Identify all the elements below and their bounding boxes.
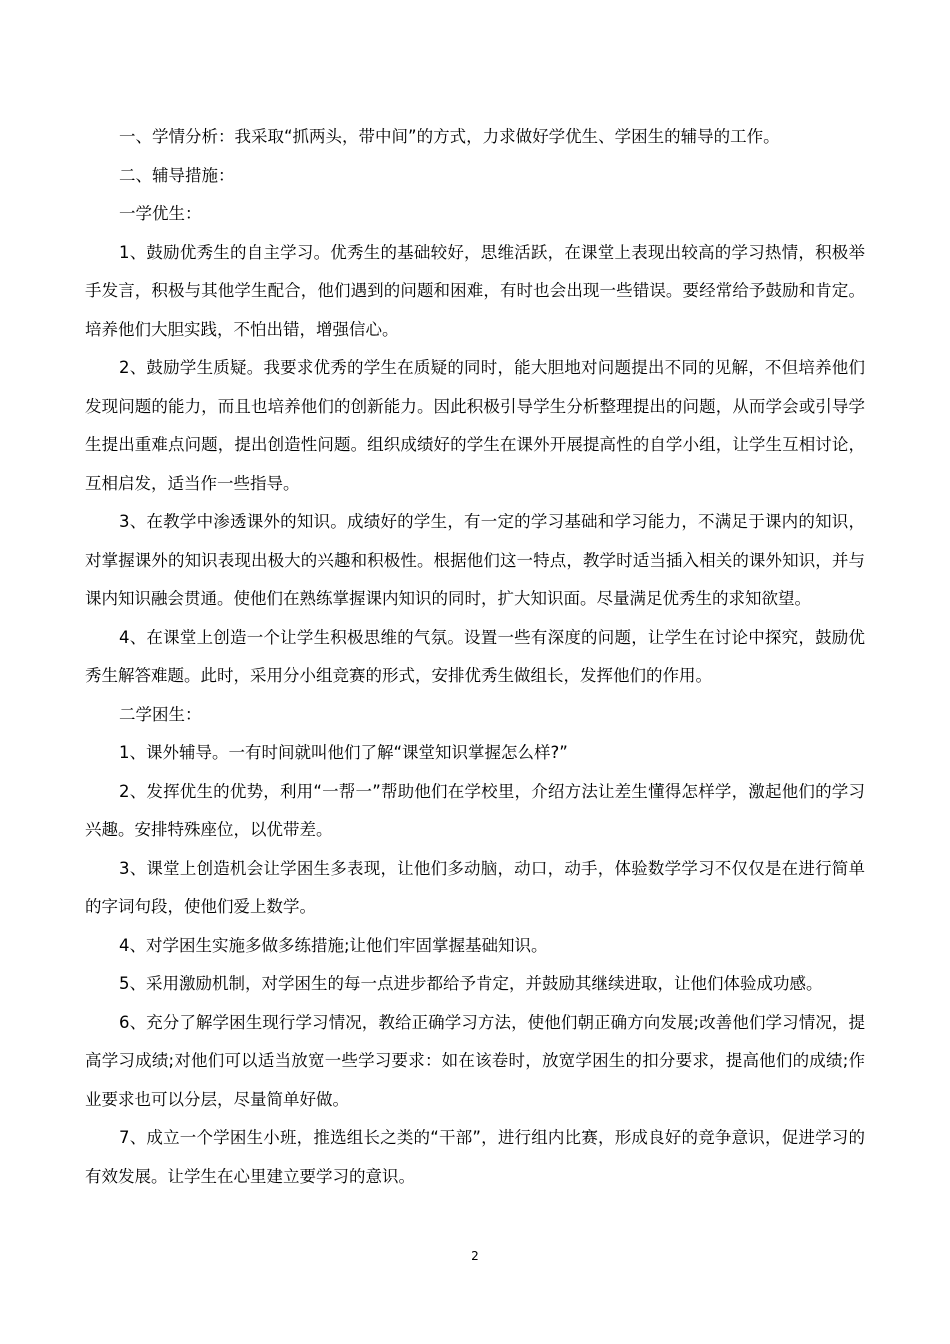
paragraph-top-item-4: 4、在课堂上创造一个让学生积极思维的气氛。设置一些有深度的问题，让学生在讨论中探究，鼓励优秀生解答难题。此时，采用分小组竞赛的形式，安排优秀生做组长，发挥他们的作用。 [85, 627, 865, 685]
paragraph-struggling-item-2: 2、发挥优生的优势，利用“一帮一”帮助他们在学校里，介绍方法让差生懂得怎样学，激起他们的学习兴趣。安排特殊座位，以优带差。 [85, 781, 865, 839]
page-number: 2 [471, 1249, 479, 1263]
paragraph-top-item-1: 1、鼓励优秀生的自主学习。优秀生的基础较好，思维活跃，在课堂上表现出较高的学习热情，积极举手发言，积极与其他学生配合，他们遇到的问题和困难，有时也会出现一些错误。要经常给予鼓励和肯定。培养他们大胆实践，不怕出错，增强信心。 [85, 242, 865, 339]
paragraph-top-students-heading: 一学优生： [119, 204, 202, 223]
paragraph-struggling-item-6: 6、充分了解学困生现行学习情况，教给正确学习方法，使他们朝正确方向发展;改善他们学习情况，提高学习成绩;对他们可以适当放宽一些学习要求：如在该卷时，放宽学困生的扣分要求，提高他们的成绩;作业要求也可以分层，尽量简单好做。 [85, 1012, 865, 1109]
paragraph-struggling-item-5: 5、采用激励机制，对学困生的每一点进步都给予肯定，并鼓励其继续进取，让他们体验成功感。 [119, 974, 823, 993]
document-body [85, 118, 865, 1196]
paragraph-struggling-item-3: 3、课堂上创造机会让学困生多表现，让他们多动脑，动口，动手，体验数学学习不仅仅是在进行简单的字词句段，使他们爱上数学。 [85, 858, 865, 916]
paragraph-struggling-item-1: 1、课外辅导。一有时间就叫他们了解“课堂知识掌握怎么样?” [119, 743, 568, 762]
paragraph-struggling-students-heading: 二学困生： [119, 704, 202, 724]
paragraph-top-item-2: 2、鼓励学生质疑。我要求优秀的学生在质疑的同时，能大胆地对问题提出不同的见解，不但培养他们发现问题的能力，而且也培养他们的创新能力。因此积极引导学生分析整理提出的问题，从而学会或引导学生提出重难点问题，提出创造性问题。组织成绩好的学生在课外开展提高性的自学小组，让学生互相讨论，互相启发，适当作一些指导。 [85, 358, 865, 493]
paragraph-struggling-item-4: 4、对学困生实施多做多练措施;让他们牢固掌握基础知识。 [119, 935, 548, 955]
paragraph-learning-analysis: 一、学情分析：我采取“抓两头，带中间”的方式，力求做好学优生、学困生的辅导的工作。 [119, 127, 780, 146]
paragraph-top-item-3: 3、在教学中渗透课外的知识。成绩好的学生，有一定的学习基础和学习能力，不满足于课内的知识，对掌握课外的知识表现出极大的兴趣和积极性。根据他们这一特点，教学时适当插入相关的课外知识，并与课内知识融会贯通。使他们在熟练掌握课内知识的同时，扩大知识面。尽量满足优秀生的求知欲望。 [85, 512, 865, 608]
paragraph-measures-heading: 二、辅导措施： [119, 165, 235, 185]
paragraph-struggling-item-7: 7、成立一个学困生小班，推选组长之类的“干部”，进行组内比赛，形成良好的竞争意识，促进学习的有效发展。让学生在心里建立要学习的意识。 [85, 1128, 865, 1186]
